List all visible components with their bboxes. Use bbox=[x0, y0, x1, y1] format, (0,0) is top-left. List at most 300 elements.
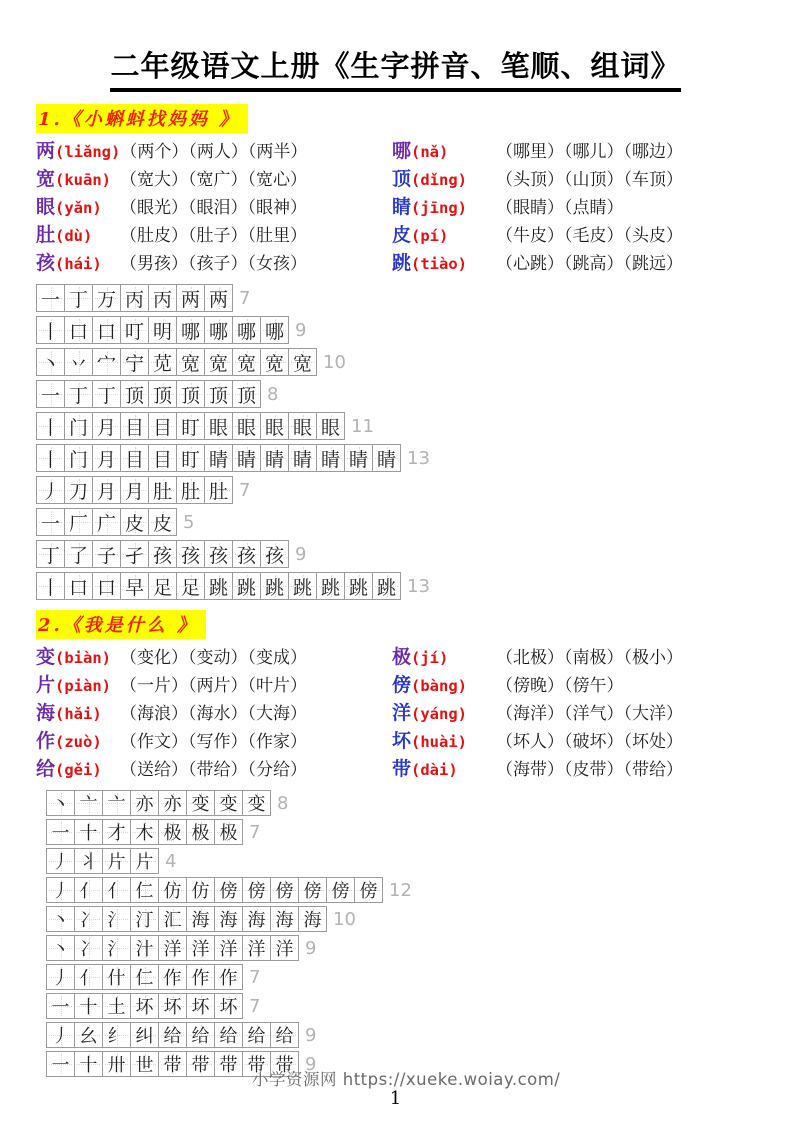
stroke-glyph: 坏 bbox=[219, 997, 238, 1018]
stroke-glyph: 皮 bbox=[152, 512, 172, 535]
stroke-count: 9 bbox=[305, 937, 317, 959]
stroke-cells bbox=[36, 380, 260, 408]
stroke-cell bbox=[232, 348, 261, 376]
stroke-glyph: 了 bbox=[68, 544, 88, 567]
stroke-glyph: 丨 bbox=[40, 320, 60, 343]
stroke-glyph: 海 bbox=[247, 910, 266, 931]
stroke-cell bbox=[120, 316, 149, 344]
stroke-glyph: 仁 bbox=[135, 968, 154, 989]
stroke-cell bbox=[270, 935, 299, 961]
stroke-count: 12 bbox=[389, 879, 412, 901]
stroke-glyph: 宁 bbox=[124, 352, 144, 375]
stroke-glyph: 眼 bbox=[208, 416, 228, 439]
watermark-text: 小学资源网 https://xueke.woiay.com/ bbox=[252, 1070, 561, 1089]
stroke-glyph: 十 bbox=[79, 823, 98, 844]
stroke-glyph: 丿 bbox=[51, 881, 70, 902]
stroke-row-眼 bbox=[36, 412, 767, 440]
stroke-glyph: 宀 bbox=[96, 352, 116, 375]
stroke-cell bbox=[288, 572, 317, 600]
stroke-cell bbox=[74, 935, 103, 961]
word-row bbox=[392, 221, 767, 249]
stroke-row-肚 bbox=[36, 476, 767, 504]
stroke-glyph: 孩 bbox=[264, 544, 284, 567]
stroke-cell bbox=[74, 877, 103, 903]
stroke-cell bbox=[92, 348, 121, 376]
stroke-glyph: 肚 bbox=[152, 480, 172, 503]
stroke-cell bbox=[260, 572, 289, 600]
stroke-cells bbox=[36, 476, 232, 504]
stroke-glyph: 傍 bbox=[275, 881, 294, 902]
stroke-cell bbox=[64, 572, 93, 600]
stroke-cell bbox=[64, 284, 93, 312]
hanzi-character: 眼 bbox=[36, 196, 56, 218]
stroke-glyph: 傍 bbox=[359, 881, 378, 902]
stroke-glyph: 一 bbox=[51, 1055, 70, 1076]
stroke-cell bbox=[64, 316, 93, 344]
stroke-cell bbox=[204, 444, 233, 472]
stroke-glyph: 睛 bbox=[208, 448, 228, 471]
stroke-glyph: 丷 bbox=[68, 352, 88, 375]
stroke-cell bbox=[102, 877, 131, 903]
char-pinyin bbox=[392, 137, 496, 166]
stroke-glyph: 睛 bbox=[292, 448, 312, 471]
stroke-glyph: 月 bbox=[96, 416, 116, 439]
stroke-glyph: 极 bbox=[219, 823, 238, 844]
stroke-glyph: 口 bbox=[68, 576, 88, 599]
stroke-glyph: 两 bbox=[180, 288, 200, 311]
pinyin-label: (huài) bbox=[411, 733, 468, 751]
stroke-cell bbox=[232, 316, 261, 344]
stroke-row-洋 bbox=[46, 935, 767, 961]
stroke-row-睛 bbox=[36, 444, 767, 472]
stroke-cell bbox=[214, 1022, 243, 1048]
char-pinyin bbox=[36, 221, 120, 250]
stroke-cell bbox=[36, 348, 65, 376]
stroke-cell bbox=[372, 572, 401, 600]
stroke-glyph: 盯 bbox=[180, 416, 200, 439]
stroke-row-两 bbox=[36, 284, 767, 312]
stroke-glyph: 一 bbox=[40, 512, 60, 535]
stroke-glyph: 目 bbox=[152, 448, 172, 471]
stroke-glyph: 丙 bbox=[124, 288, 144, 311]
stroke-cell bbox=[288, 444, 317, 472]
stroke-cell bbox=[186, 1022, 215, 1048]
stroke-glyph: 洋 bbox=[275, 939, 294, 960]
stroke-glyph: 门 bbox=[68, 416, 88, 439]
stroke-glyph: 顶 bbox=[124, 384, 144, 407]
stroke-cell bbox=[46, 935, 75, 961]
stroke-glyph: 坏 bbox=[163, 997, 182, 1018]
stroke-cell bbox=[214, 1051, 243, 1077]
stroke-glyph: 给 bbox=[247, 1026, 266, 1047]
word-row bbox=[392, 755, 767, 783]
stroke-count: 7 bbox=[249, 821, 261, 843]
stroke-cell bbox=[102, 935, 131, 961]
stroke-glyph: 亠 bbox=[79, 794, 98, 815]
word-group: （变化）（变动）（变成） bbox=[120, 648, 307, 668]
stroke-glyph: 片 bbox=[107, 852, 126, 873]
word-group: （牛皮）（毛皮）（头皮） bbox=[496, 226, 683, 246]
stroke-cell bbox=[260, 540, 289, 568]
stroke-cell bbox=[204, 284, 233, 312]
stroke-glyph: 什 bbox=[107, 968, 126, 989]
stroke-cell bbox=[36, 284, 65, 312]
char-pinyin bbox=[36, 699, 120, 728]
stroke-glyph: 亦 bbox=[135, 794, 154, 815]
stroke-cell bbox=[120, 380, 149, 408]
stroke-glyph: 肚 bbox=[208, 480, 228, 503]
stroke-glyph: 睛 bbox=[264, 448, 284, 471]
stroke-glyph: 土 bbox=[107, 997, 126, 1018]
hanzi-character: 睛 bbox=[392, 196, 412, 218]
stroke-count: 13 bbox=[407, 447, 430, 469]
stroke-cell bbox=[242, 906, 271, 932]
stroke-cell bbox=[232, 380, 261, 408]
stroke-cell bbox=[120, 540, 149, 568]
stroke-cell bbox=[92, 284, 121, 312]
stroke-row-极 bbox=[46, 819, 767, 845]
title-wrap bbox=[0, 44, 791, 92]
word-row bbox=[36, 755, 392, 783]
word-group: （海浪）（海水）（大海） bbox=[120, 704, 307, 724]
pinyin-label: (jīng) bbox=[411, 199, 468, 217]
stroke-glyph: 海 bbox=[191, 910, 210, 931]
stroke-cell bbox=[46, 877, 75, 903]
char-pinyin bbox=[392, 699, 496, 728]
stroke-cells bbox=[36, 572, 400, 600]
stroke-glyph: 丨 bbox=[40, 448, 60, 471]
stroke-cells bbox=[46, 993, 242, 1019]
stroke-glyph: 顶 bbox=[152, 384, 172, 407]
stroke-glyph: 早 bbox=[124, 576, 144, 599]
stroke-cell bbox=[74, 964, 103, 990]
stroke-cell bbox=[242, 790, 271, 816]
word-row bbox=[36, 137, 392, 165]
stroke-cell bbox=[46, 906, 75, 932]
stroke-glyph: 宽 bbox=[180, 352, 200, 375]
stroke-glyph: 跳 bbox=[320, 576, 340, 599]
section-1 bbox=[36, 104, 767, 600]
stroke-glyph: 盯 bbox=[180, 448, 200, 471]
stroke-count: 7 bbox=[249, 995, 261, 1017]
stroke-glyph: 丶 bbox=[40, 352, 60, 375]
stroke-count: 8 bbox=[267, 383, 279, 405]
hanzi-character: 肚 bbox=[36, 224, 56, 246]
stroke-cell bbox=[46, 790, 75, 816]
stroke-cell bbox=[120, 508, 149, 536]
stroke-cell bbox=[74, 790, 103, 816]
stroke-cell bbox=[186, 993, 215, 1019]
hanzi-character: 作 bbox=[36, 730, 56, 752]
word-row bbox=[36, 165, 392, 193]
stroke-glyph: 仿 bbox=[191, 881, 210, 902]
stroke-glyph: 一 bbox=[51, 997, 70, 1018]
stroke-row-给 bbox=[46, 1022, 767, 1048]
word-row bbox=[36, 221, 392, 249]
char-pinyin bbox=[392, 643, 496, 672]
word-grid bbox=[36, 137, 767, 277]
stroke-cells bbox=[46, 819, 242, 845]
word-row bbox=[36, 193, 392, 221]
pinyin-label: (yǎn) bbox=[55, 199, 102, 217]
stroke-cell bbox=[204, 476, 233, 504]
stroke-cell bbox=[148, 412, 177, 440]
stroke-row-顶 bbox=[36, 380, 767, 408]
stroke-cell bbox=[158, 1022, 187, 1048]
stroke-glyph: 作 bbox=[219, 968, 238, 989]
stroke-glyph: 片 bbox=[135, 852, 154, 873]
word-group: （头顶）（山顶）（车顶） bbox=[496, 170, 683, 190]
pinyin-label: (hǎi) bbox=[55, 705, 102, 723]
stroke-order-block bbox=[46, 790, 767, 1077]
stroke-glyph: 给 bbox=[219, 1026, 238, 1047]
hanzi-character: 变 bbox=[36, 646, 56, 668]
stroke-cell bbox=[176, 444, 205, 472]
stroke-cells bbox=[46, 1022, 298, 1048]
hanzi-character: 极 bbox=[392, 646, 412, 668]
hanzi-character: 哪 bbox=[392, 140, 412, 162]
stroke-glyph: 哪 bbox=[236, 320, 256, 343]
stroke-cell bbox=[130, 790, 159, 816]
word-group: （傍晚）（傍午） bbox=[496, 676, 624, 696]
hanzi-character: 皮 bbox=[392, 224, 412, 246]
stroke-count: 10 bbox=[333, 908, 356, 930]
stroke-cell bbox=[46, 1051, 75, 1077]
pinyin-label: (pí) bbox=[411, 227, 449, 245]
stroke-glyph: 广 bbox=[96, 512, 116, 535]
stroke-row-宽 bbox=[36, 348, 767, 376]
stroke-cell bbox=[36, 412, 65, 440]
pinyin-label: (dǐng) bbox=[411, 171, 468, 189]
stroke-glyph: 亻 bbox=[79, 968, 98, 989]
stroke-glyph: 睛 bbox=[376, 448, 396, 471]
stroke-cells bbox=[46, 935, 298, 961]
stroke-cell bbox=[186, 877, 215, 903]
stroke-count: 11 bbox=[351, 415, 374, 437]
stroke-cell bbox=[92, 412, 121, 440]
pinyin-label: (hái) bbox=[55, 255, 102, 273]
stroke-row-哪 bbox=[36, 316, 767, 344]
stroke-glyph: 洋 bbox=[247, 939, 266, 960]
pinyin-label: (yáng) bbox=[411, 705, 468, 723]
stroke-cell bbox=[36, 380, 65, 408]
word-group: （北极）（南极）（极小） bbox=[496, 648, 683, 668]
page-title: 二年级语文上册《生字拼音、笔顺、组词》 bbox=[110, 44, 680, 92]
stroke-cell bbox=[158, 790, 187, 816]
pinyin-label: (dù) bbox=[55, 227, 93, 245]
stroke-glyph: 一 bbox=[40, 384, 60, 407]
stroke-cell bbox=[242, 877, 271, 903]
stroke-count: 9 bbox=[295, 543, 307, 565]
hanzi-character: 带 bbox=[392, 758, 412, 780]
hanzi-character: 片 bbox=[36, 674, 56, 696]
stroke-cell bbox=[46, 993, 75, 1019]
pinyin-label: (nǎ) bbox=[411, 143, 449, 161]
stroke-cells bbox=[46, 906, 326, 932]
stroke-glyph: 幺 bbox=[79, 1026, 98, 1047]
stroke-glyph: 目 bbox=[152, 416, 172, 439]
stroke-glyph: 作 bbox=[191, 968, 210, 989]
stroke-glyph: 顶 bbox=[208, 384, 228, 407]
pinyin-label: (gěi) bbox=[55, 761, 102, 779]
page-number: 1 bbox=[389, 1088, 402, 1109]
stroke-glyph: 卅 bbox=[107, 1055, 126, 1076]
stroke-cell bbox=[92, 380, 121, 408]
word-row bbox=[36, 643, 392, 671]
stroke-cell bbox=[204, 380, 233, 408]
stroke-cell bbox=[326, 877, 355, 903]
pinyin-label: (zuò) bbox=[55, 733, 102, 751]
stroke-glyph: 眼 bbox=[292, 416, 312, 439]
stroke-cell bbox=[316, 444, 345, 472]
stroke-glyph: 厂 bbox=[68, 512, 88, 535]
stroke-cell bbox=[186, 819, 215, 845]
pinyin-label: (kuān) bbox=[55, 171, 112, 189]
stroke-cell bbox=[158, 819, 187, 845]
hanzi-character: 洋 bbox=[392, 702, 412, 724]
stroke-glyph: 跳 bbox=[376, 576, 396, 599]
stroke-glyph: 亻 bbox=[79, 881, 98, 902]
stroke-cells bbox=[46, 848, 158, 874]
stroke-cell bbox=[130, 993, 159, 1019]
stroke-cell bbox=[36, 540, 65, 568]
stroke-cell bbox=[270, 1022, 299, 1048]
stroke-cell bbox=[232, 572, 261, 600]
stroke-cell bbox=[92, 316, 121, 344]
stroke-count: 9 bbox=[305, 1024, 317, 1046]
stroke-glyph: 冫 bbox=[79, 910, 98, 931]
stroke-cell bbox=[186, 1051, 215, 1077]
pinyin-label: (dài) bbox=[411, 761, 458, 779]
stroke-cell bbox=[74, 993, 103, 1019]
stroke-cell bbox=[120, 348, 149, 376]
stroke-glyph: 给 bbox=[163, 1026, 182, 1047]
stroke-cell bbox=[92, 476, 121, 504]
word-row bbox=[36, 671, 392, 699]
stroke-count: 7 bbox=[239, 479, 251, 501]
stroke-cell bbox=[46, 848, 75, 874]
stroke-glyph: 月 bbox=[96, 480, 116, 503]
stroke-count: 5 bbox=[183, 511, 195, 533]
stroke-glyph: 给 bbox=[191, 1026, 210, 1047]
hanzi-character: 顶 bbox=[392, 168, 412, 190]
stroke-cell bbox=[102, 906, 131, 932]
pinyin-label: (bàng) bbox=[411, 677, 468, 695]
char-pinyin bbox=[36, 165, 120, 194]
stroke-glyph: 十 bbox=[79, 997, 98, 1018]
stroke-cell bbox=[158, 1051, 187, 1077]
hanzi-character: 跳 bbox=[392, 252, 412, 274]
stroke-cell bbox=[46, 964, 75, 990]
stroke-glyph: 丶 bbox=[51, 794, 70, 815]
char-pinyin bbox=[392, 249, 496, 278]
stroke-cell bbox=[288, 412, 317, 440]
stroke-glyph: 变 bbox=[219, 794, 238, 815]
stroke-cell bbox=[316, 572, 345, 600]
stroke-glyph: 门 bbox=[68, 448, 88, 471]
stroke-glyph: 纠 bbox=[135, 1026, 154, 1047]
stroke-cell bbox=[176, 412, 205, 440]
stroke-glyph: 带 bbox=[163, 1055, 182, 1076]
stroke-cell bbox=[130, 848, 159, 874]
stroke-cell bbox=[130, 906, 159, 932]
stroke-glyph: 丬 bbox=[79, 852, 98, 873]
stroke-cell bbox=[204, 348, 233, 376]
stroke-glyph: 带 bbox=[275, 1055, 294, 1076]
stroke-glyph: 孩 bbox=[236, 544, 256, 567]
word-row bbox=[392, 727, 767, 755]
stroke-glyph: 十 bbox=[79, 1055, 98, 1076]
stroke-cell bbox=[232, 412, 261, 440]
stroke-order-block bbox=[36, 284, 767, 600]
stroke-glyph: 丨 bbox=[40, 576, 60, 599]
word-group: （眼光）（眼泪）（眼神） bbox=[120, 198, 307, 218]
stroke-cell bbox=[130, 1022, 159, 1048]
stroke-cell bbox=[214, 877, 243, 903]
stroke-cell bbox=[130, 1051, 159, 1077]
stroke-cell bbox=[148, 572, 177, 600]
word-column-right bbox=[392, 137, 767, 277]
stroke-glyph: 极 bbox=[191, 823, 210, 844]
stroke-cell bbox=[260, 412, 289, 440]
stroke-glyph: 丨 bbox=[40, 416, 60, 439]
stroke-glyph: 丁 bbox=[68, 288, 88, 311]
stroke-cell bbox=[186, 964, 215, 990]
stroke-cell bbox=[176, 572, 205, 600]
stroke-cell bbox=[204, 412, 233, 440]
stroke-cell bbox=[130, 877, 159, 903]
stroke-cell bbox=[120, 572, 149, 600]
stroke-cell bbox=[102, 1051, 131, 1077]
stroke-glyph: 子 bbox=[96, 544, 116, 567]
word-row bbox=[392, 137, 767, 165]
stroke-cell bbox=[36, 316, 65, 344]
stroke-cell bbox=[92, 444, 121, 472]
stroke-cell bbox=[36, 572, 65, 600]
stroke-glyph: 汁 bbox=[135, 939, 154, 960]
sections-container bbox=[0, 104, 791, 1077]
section-heading: 1.《小蝌蚪找妈妈 》 bbox=[36, 104, 248, 133]
hanzi-character: 傍 bbox=[392, 674, 412, 696]
stroke-cell bbox=[130, 819, 159, 845]
word-group: （送给）（带给）（分给） bbox=[120, 760, 307, 780]
stroke-cell bbox=[204, 540, 233, 568]
stroke-cell bbox=[120, 284, 149, 312]
stroke-glyph: 海 bbox=[303, 910, 322, 931]
stroke-glyph: 眼 bbox=[236, 416, 256, 439]
stroke-glyph: 丁 bbox=[96, 384, 116, 407]
stroke-cell bbox=[158, 993, 187, 1019]
stroke-glyph: 傍 bbox=[303, 881, 322, 902]
stroke-cell bbox=[64, 348, 93, 376]
stroke-cells bbox=[36, 540, 288, 568]
stroke-glyph: 睛 bbox=[348, 448, 368, 471]
stroke-cell bbox=[242, 935, 271, 961]
stroke-cell bbox=[92, 540, 121, 568]
stroke-cell bbox=[214, 964, 243, 990]
stroke-glyph: 海 bbox=[219, 910, 238, 931]
stroke-cell bbox=[46, 1022, 75, 1048]
stroke-cell bbox=[130, 964, 159, 990]
stroke-cell bbox=[176, 540, 205, 568]
stroke-cell bbox=[158, 877, 187, 903]
stroke-cell bbox=[102, 790, 131, 816]
hanzi-character: 宽 bbox=[36, 168, 56, 190]
word-grid bbox=[36, 643, 767, 783]
stroke-cell bbox=[186, 906, 215, 932]
section-heading: 2.《我是什么 》 bbox=[36, 610, 206, 639]
stroke-cell bbox=[176, 348, 205, 376]
